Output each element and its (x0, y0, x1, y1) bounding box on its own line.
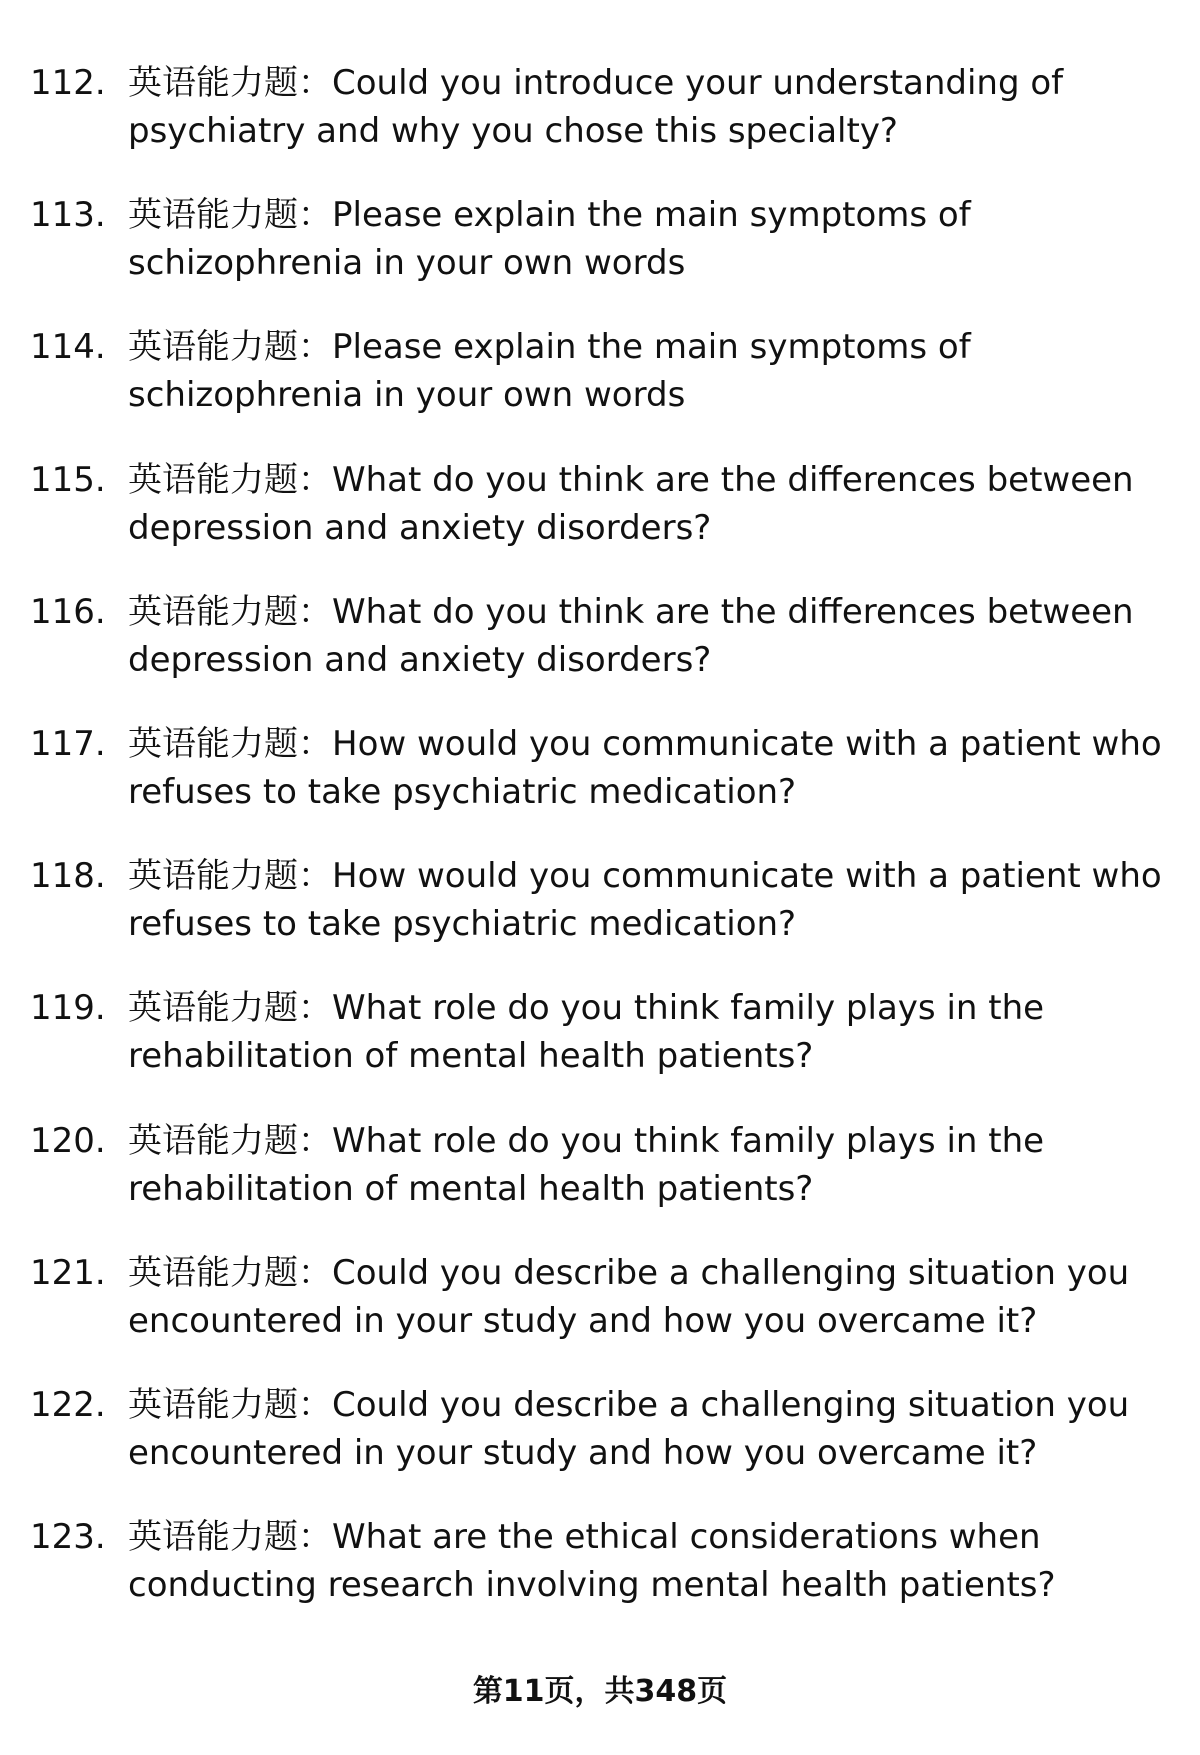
question-item-122 (0, 1374, 1200, 1506)
question-item-123 (0, 1506, 1200, 1638)
question-number: 115. (30, 459, 106, 500)
question-text: How would you communicate with a patient who refuses to take psychiatric medication? (128, 723, 1162, 812)
question-item-116 (0, 581, 1200, 713)
question-category: 英语能力题： (128, 1517, 332, 1558)
question-body (128, 588, 1180, 684)
question-body (128, 1117, 1180, 1213)
question-number: 123. (30, 1517, 106, 1558)
question-number: 112. (30, 63, 106, 103)
question-text: How would you communicate with a patient who refuses to take psychiatric medication? (128, 856, 1162, 945)
question-category: 英语能力题： (128, 591, 332, 632)
question-body (128, 323, 1180, 419)
question-item-114 (0, 316, 1200, 448)
question-number: 116. (30, 591, 106, 632)
question-item-113 (0, 184, 1200, 316)
question-text: What do you think are the differences between depression and anxiety disorders? (128, 591, 1134, 680)
question-category: 英语能力题： (128, 1252, 332, 1293)
question-body (128, 852, 1180, 948)
question-category: 英语能力题： (128, 459, 332, 500)
question-body (128, 720, 1180, 816)
question-text: What are the ethical considerations when conducting research involving mental health patients? (128, 1517, 1056, 1606)
question-category: 英语能力题： (128, 1120, 332, 1161)
question-item-117 (0, 713, 1200, 845)
question-category: 英语能力题： (128, 1384, 332, 1425)
question-category: 英语能力题： (128, 63, 332, 103)
question-item-121 (0, 1242, 1200, 1374)
question-category: 英语能力题： (128, 856, 332, 897)
question-body (128, 191, 1180, 287)
question-body (128, 59, 1180, 155)
question-text: Could you describe a challenging situation you encountered in your study and how you overcame it? (128, 1252, 1130, 1341)
question-category: 英语能力题： (128, 723, 332, 764)
question-number: 113. (30, 195, 106, 236)
question-number: 117. (30, 723, 106, 764)
question-text: What role do you think family plays in the rehabilitation of mental health patients? (128, 988, 1045, 1077)
question-text: Please explain the main symptoms of schizophrenia in your own words (128, 195, 971, 284)
question-item-112 (0, 52, 1200, 184)
question-number: 121. (30, 1252, 106, 1293)
question-text: Could you introduce your understanding of psychiatry and why you chose this specialty? (128, 63, 1064, 151)
question-number: 120. (30, 1120, 106, 1161)
question-body (128, 1249, 1180, 1345)
question-body (128, 1381, 1180, 1477)
question-item-118 (0, 845, 1200, 977)
question-text: What do you think are the differences between depression and anxiety disorders? (128, 459, 1134, 548)
question-item-120 (0, 1110, 1200, 1242)
question-body (128, 456, 1180, 552)
question-item-115 (0, 449, 1200, 581)
question-category: 英语能力题： (128, 327, 332, 368)
question-text: Could you describe a challenging situation you encountered in your study and how you overcame it? (128, 1384, 1130, 1473)
page-indicator: 第11页，共348页 (472, 1674, 728, 1709)
question-number: 114. (30, 327, 106, 368)
question-body (128, 984, 1180, 1080)
question-category: 英语能力题： (128, 988, 332, 1029)
question-category: 英语能力题： (128, 195, 332, 236)
question-body (128, 1513, 1180, 1609)
question-text: Please explain the main symptoms of schizophrenia in your own words (128, 327, 971, 416)
question-number: 122. (30, 1384, 106, 1425)
question-number: 118. (30, 856, 106, 897)
question-text: What role do you think family plays in the rehabilitation of mental health patients? (128, 1120, 1045, 1209)
question-number: 119. (30, 988, 106, 1029)
question-item-119 (0, 977, 1200, 1109)
question-list (0, 52, 1200, 1638)
